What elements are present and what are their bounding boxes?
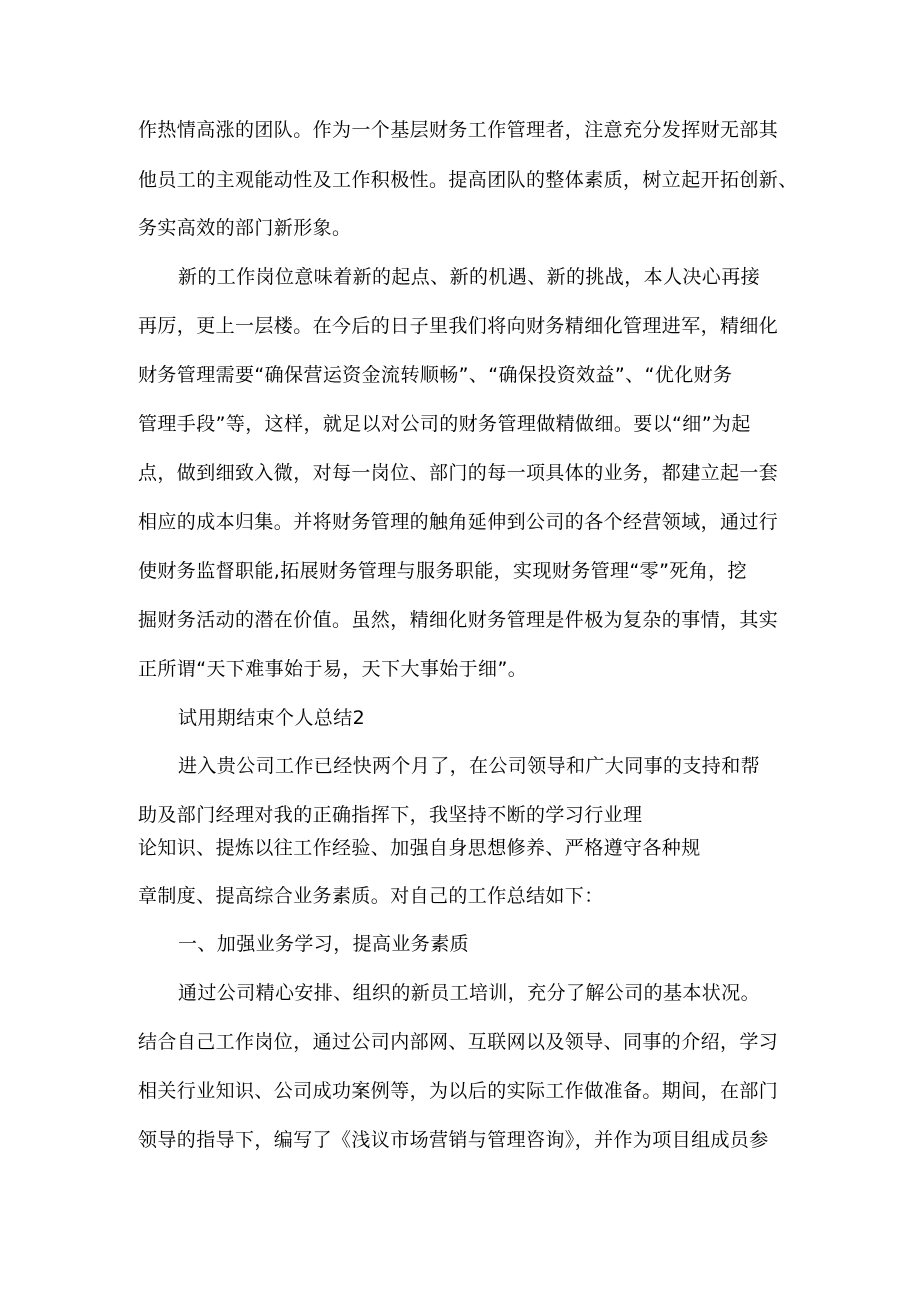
- paragraph-line: 领导的指导下，编写了《浅议市场营销与管理咨询》，并作为项目组成员参: [138, 1129, 769, 1151]
- section-title: 试用期结束个人总结2: [178, 707, 366, 729]
- paragraph-line: 进入贵公司工作已经快两个月了，在公司领导和广大同事的支持和帮: [178, 755, 761, 777]
- paragraph-line: 结合自己工作岗位，通过公司内部网、互联网以及领导、同事的介绍，学习: [138, 1031, 779, 1053]
- paragraph-line: 再厉，更上一层楼。在今后的日子里我们将向财务精细化管理进军，精细化: [138, 315, 779, 337]
- paragraph-line: 章制度、提高综合业务素质。对自己的工作总结如下：: [138, 885, 604, 907]
- paragraph-line: 相关行业知识、公司成功案例等，为以后的实际工作做准备。期间，在部门: [138, 1080, 779, 1102]
- section-heading: 一、加强业务学习，提高业务素质: [178, 933, 470, 955]
- paragraph-line: 财务管理需要“确保营运资金流转顺畅”、“确保投资效益”、“优化财务: [138, 364, 733, 386]
- paragraph-line: 助及部门经理对我的正确指挥下，我坚持不断的学习行业理: [138, 804, 643, 826]
- paragraph-line: 他员工的主观能动性及工作积极性。提高团队的整体素质，树立起开拓创新、: [138, 169, 798, 191]
- paragraph-line: 相应的成本归集。并将财务管理的触角延伸到公司的各个经营领域，通过行: [138, 511, 779, 533]
- paragraph-line: 正所谓“天下难事始于易，天下大事始于细”。: [138, 658, 528, 680]
- paragraph-line: 务实高效的部门新形象。: [138, 217, 352, 239]
- paragraph-line: 作热情高涨的团队。作为一个基层财务工作管理者，注意充分发挥财无部其: [138, 119, 779, 141]
- paragraph-line: 管理手段”等，这样，就足以对公司的财务管理做精做细。要以“细”为起: [138, 413, 751, 435]
- paragraph-line: 新的工作岗位意味着新的起点、新的机遇、新的挑战，本人决心再接: [178, 266, 761, 288]
- paragraph-line: 论知识、提炼以往工作经验、加强自身思想修养、严格遵守各种规: [138, 837, 701, 859]
- paragraph-line: 使财务监督职能,拓展财务管理与服务职能，实现财务管理“零”死角，挖: [138, 560, 747, 582]
- paragraph-line: 掘财务活动的潜在价值。虽然，精细化财务管理是件极为复杂的事情，其实: [138, 609, 779, 631]
- paragraph-line: 点，做到细致入微，对每一岗位、部门的每一项具体的业务，都建立起一套: [138, 462, 779, 484]
- paragraph-line: 通过公司精心安排、组织的新员工培训，充分了解公司的基本状况。: [178, 982, 761, 1004]
